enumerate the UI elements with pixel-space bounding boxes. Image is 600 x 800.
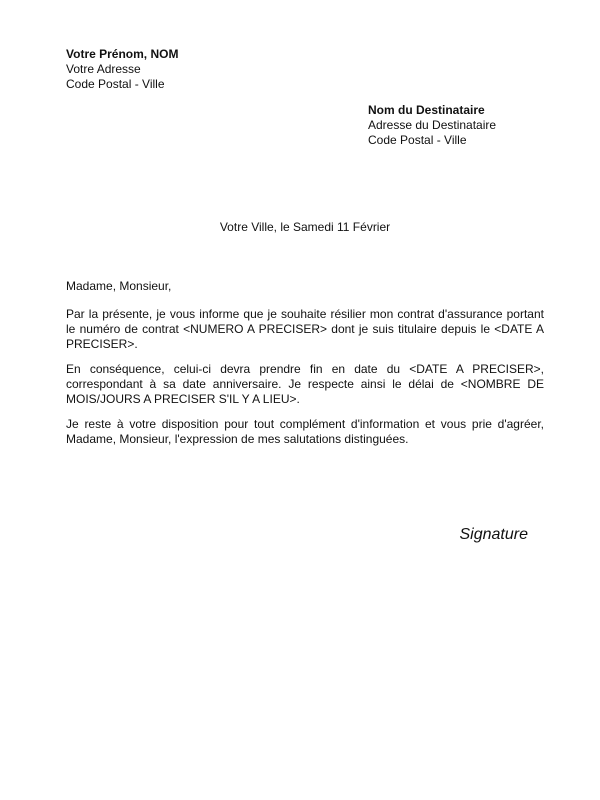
recipient-block: [368, 103, 496, 148]
body-paragraph-3: Je reste à votre disposition pour tout complément d'information et vous prie d'agréer, Madame, Monsieur, l'expression de mes salutations distinguées.: [66, 417, 544, 446]
body-paragraph-1: Par la présente, je vous informe que je souhaite résilier mon contrat d'assurance portant le numéro de contrat <NUMERO A PRECISER> dont je suis titulaire depuis le <DATE A PRECISER>.: [66, 307, 544, 351]
sender-block: [66, 47, 178, 92]
sender-city: Code Postal - Ville: [66, 77, 165, 91]
recipient-city: Code Postal - Ville: [368, 133, 467, 147]
date-line: Votre Ville, le Samedi 11 Février: [219, 220, 391, 234]
sender-address: Votre Adresse: [66, 62, 141, 76]
body-paragraph-2: En conséquence, celui-ci devra prendre fin en date du <DATE A PRECISER>, correspondant à sa date anniversaire. Je respecte ainsi le délai de <NOMBRE DE MOIS/JOURS A PRECISER S'IL Y A LIEU>.: [66, 362, 544, 406]
salutation: Madame, Monsieur,: [66, 279, 172, 293]
recipient-name: Nom du Destinataire: [368, 103, 485, 117]
sender-name: Votre Prénom, NOM: [66, 47, 179, 61]
recipient-address: Adresse du Destinataire: [368, 118, 497, 132]
letter-body: [66, 279, 544, 447]
signature: Signature: [459, 526, 528, 543]
